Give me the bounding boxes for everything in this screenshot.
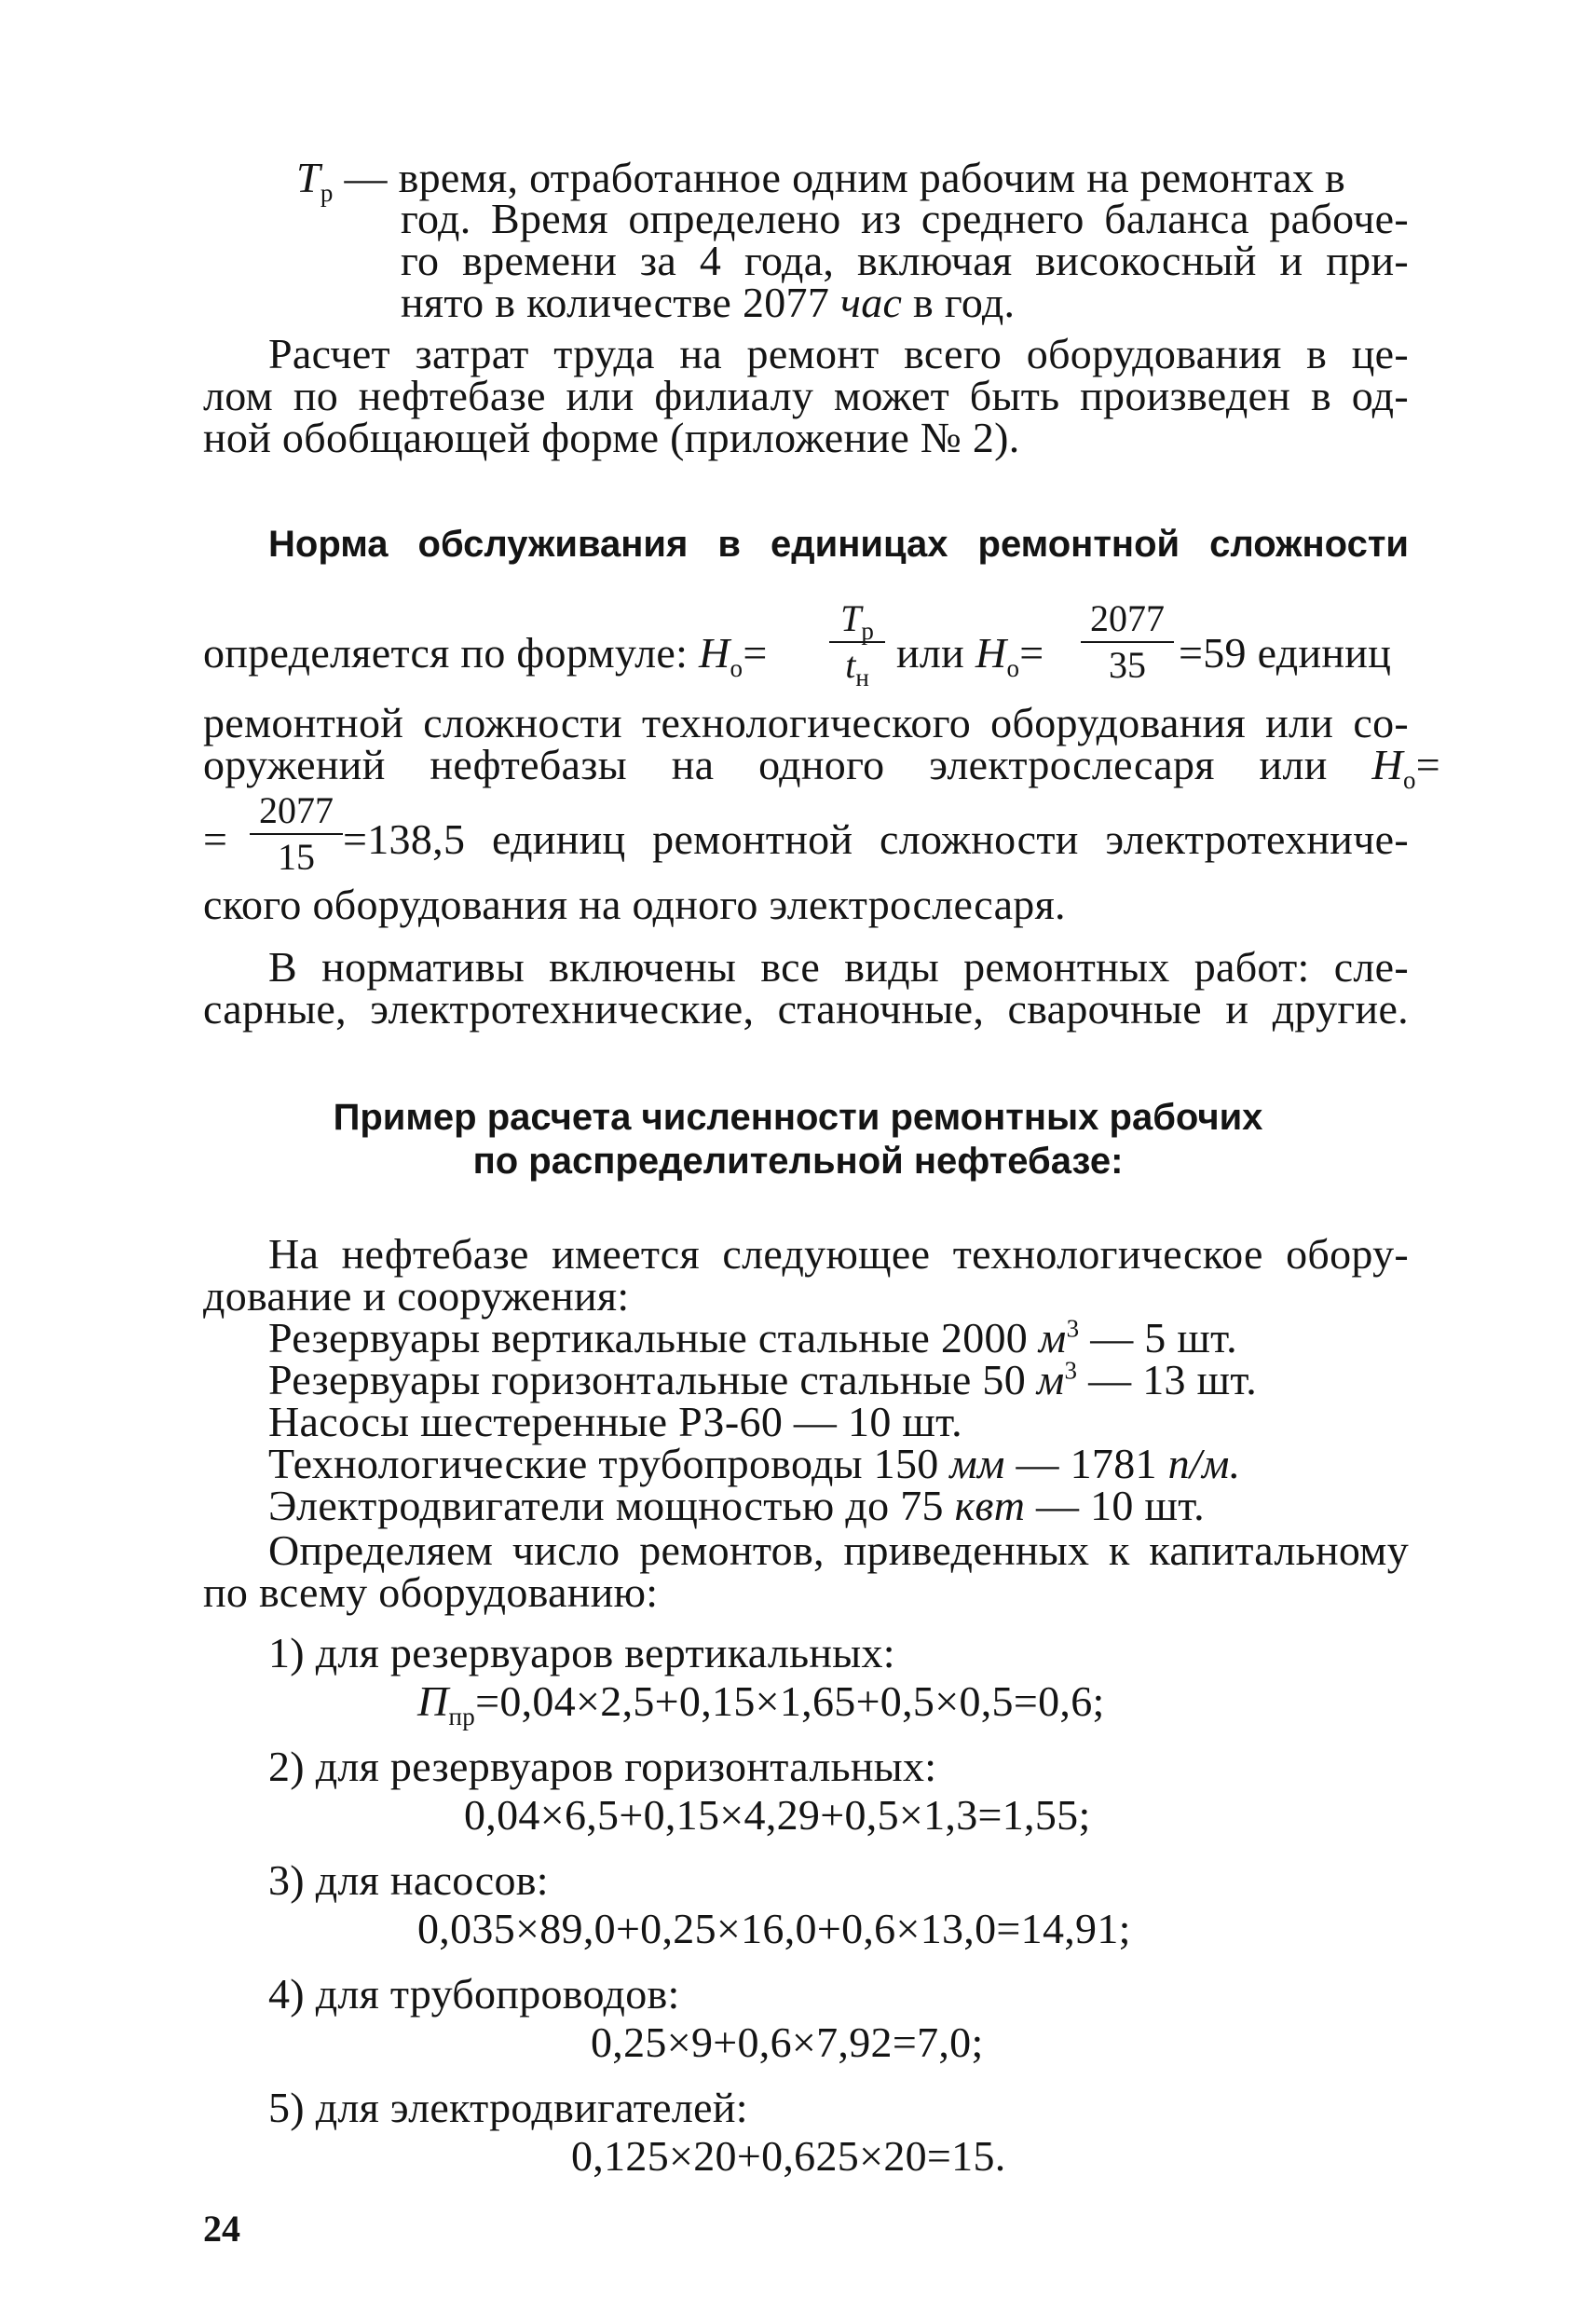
formula-text-line-4: =138,5 единиц ремонтной сложности электротехниче- — [343, 815, 1409, 863]
tr-definition-line-3: го времени за 4 года, включая високосный и при- — [401, 237, 1409, 284]
repair-item-formula: 0,125×20+0,625×20=15. — [571, 2132, 1006, 2180]
repair-item-label: 3) для насосов: — [268, 1856, 549, 1904]
labor-paragraph-line-1: Расчет затрат труда на ремонт всего оборудования в це- — [268, 330, 1409, 377]
repair-item-label: 1) для резервуаров вертикальных: — [268, 1629, 895, 1676]
formula-text-line-5: ского оборудования на одного электрослесаря. — [203, 881, 1066, 928]
norms-paragraph-line-1: В нормативы включены все виды ремонтных работ: сле- — [268, 943, 1409, 991]
equipment-item-pipelines: Технологические трубопроводы 150 мм — 1781 п/м. — [268, 1440, 1241, 1487]
fraction-2077-over-35: 2077 35 — [1081, 598, 1174, 686]
norms-paragraph-line-2: сарные, электротехнические, станочные, сварочные и другие. — [203, 985, 1409, 1033]
formula-text-line-2: ремонтной сложности технологического оборудования или со- — [203, 699, 1409, 746]
section-heading-example-line-2: по распределительной нефтебазе: — [472, 1141, 1124, 1182]
equipment-item-motors: Электродвигатели мощностью до 75 квт — 10 шт. — [268, 1482, 1205, 1529]
repair-item-label: 2) для резервуаров горизонтальных: — [268, 1743, 937, 1790]
tr-definition-line-2: год. Время определено из среднего баланса рабоче- — [401, 195, 1409, 242]
formula-equals-continuation: = — [203, 815, 228, 863]
repair-item-formula: 0,04×6,5+0,15×4,29+0,5×1,3=1,55; — [464, 1791, 1091, 1839]
formula-line-intro: определяется по формуле: $Н_о=$ — [203, 629, 768, 683]
formula-or: или $Н_о=$ — [896, 629, 1044, 683]
equipment-item-pumps: Насосы шестеренные РЗ-60 — 10 шт. — [268, 1398, 962, 1445]
tr-definition-line-1: $T_р$ — время, отработанное одним рабочим на ремонтах в — [296, 154, 1346, 208]
labor-paragraph-line-3: ной обобщающей форме (приложение № 2). — [203, 414, 1020, 461]
repair-item-label: 4) для трубопроводов: — [268, 1970, 680, 2018]
section-heading-norm: Норма обслуживания в единицах ремонтной сложности — [268, 524, 1409, 565]
formula-result-59: =59 единиц — [1179, 629, 1392, 677]
repair-item-formula: 0,035×89,0+0,25×16,0+0,6×13,0=14,91; — [417, 1905, 1131, 1952]
equipment-item-horizontal-tanks: Резервуары горизонтальные стальные 50 $м^3$ — 13 шт. — [268, 1356, 1258, 1403]
repairs-intro-line-1: Определяем число ремонтов, приведенных к капитальному — [268, 1526, 1409, 1574]
formula-text-line-3: оружений нефтебазы на одного электрослесаря или $Н_о=$ — [203, 741, 1441, 795]
equipment-item-vertical-tanks: Резервуары вертикальные стальные 2000 $м^3$ — 5 шт. — [268, 1314, 1237, 1361]
section-heading-example-line-1: Пример расчета численности ремонтных рабочих — [333, 1097, 1263, 1138]
tr-definition-line-4: нято в количестве 2077 час в год. — [401, 279, 1016, 326]
repair-item-formula: $П_{пр}=0,04\times 2,5+0,15\times 1,65+0,5\times 0,5=0,6$; — [417, 1677, 1105, 1731]
repair-item-formula: 0,25×9+0,6×7,92=7,0; — [591, 2018, 984, 2066]
equipment-intro-line-2: дование и сооружения: — [203, 1272, 630, 1320]
page-number: 24 — [203, 2208, 240, 2250]
repairs-intro-line-2: по всему оборудованию: — [203, 1568, 659, 1616]
equipment-intro-line-1: На нефтебазе имеется следующее технологическое обору- — [268, 1230, 1409, 1278]
repair-item-label: 5) для электродвигателей: — [268, 2084, 748, 2131]
fraction-tr-over-tn: $Т_р$ $t_н$ — [829, 598, 885, 686]
fraction-2077-over-15: 2077 15 — [250, 790, 343, 878]
labor-paragraph-line-2: лом по нефтебазе или филиалу может быть произведен в од- — [203, 372, 1409, 419]
